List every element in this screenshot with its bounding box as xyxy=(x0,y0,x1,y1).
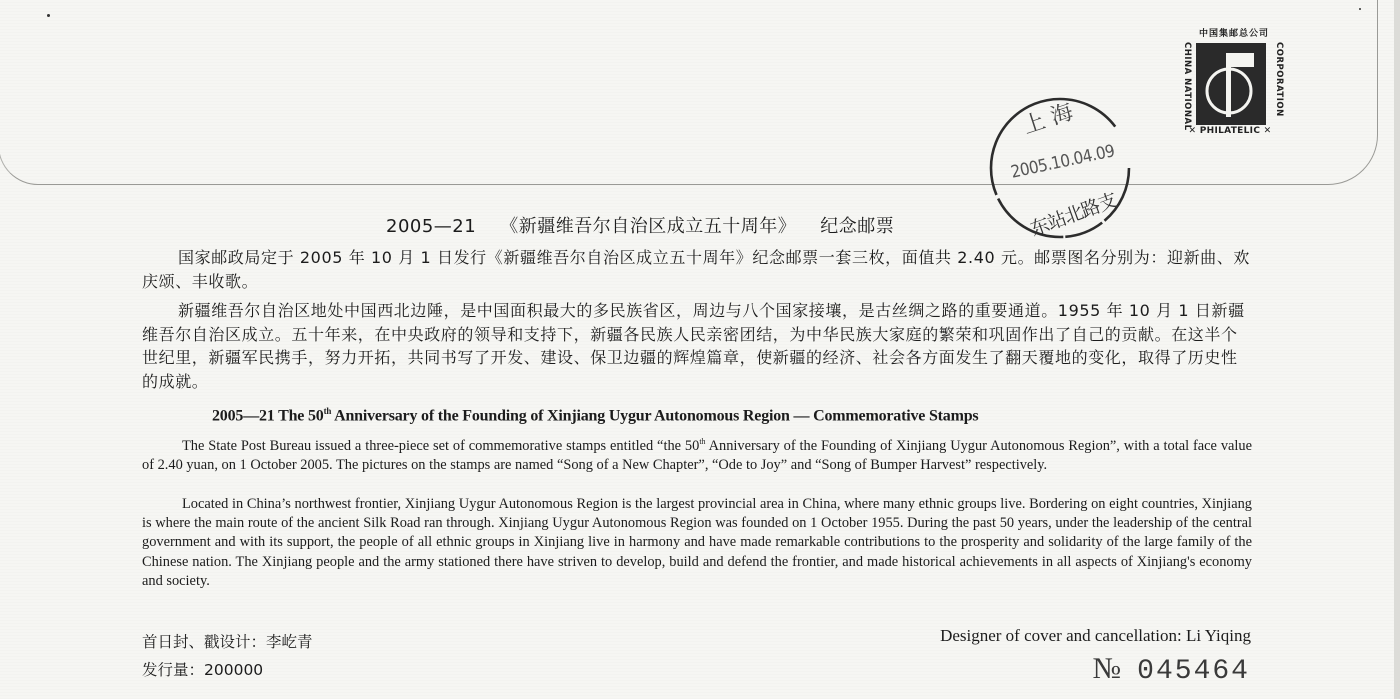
ink-speck xyxy=(1359,8,1361,10)
postmark-cancellation xyxy=(980,96,1140,246)
logo-emblem xyxy=(1196,43,1266,125)
english-paragraph-2 xyxy=(142,495,1252,591)
title-text: Anniversary of the Founding of Xinjiang Uygur Autonomous Region — Commemorative Stamps xyxy=(331,407,979,425)
numero-sign: № xyxy=(1092,652,1122,685)
ink-speck xyxy=(47,14,50,17)
logo-philatelic-label: PHILATELIC xyxy=(1199,126,1261,136)
logo-right-text: CORPORATION xyxy=(1274,42,1284,117)
paragraph-text: 新疆维吾尔自治区地处中国西北边陲，是中国面积最大的多民族省区，周边与八个国家接壤，是古丝绸之路的重要通道。1955 年 10 月 1 日新疆维吾尔自治区成立。五十年来，在中央政府的领导和支持下，新疆各民族人民亲密团结，为中华民族大家庭的繁荣和巩固作出了自己的贡献。在这半个世纪里，新疆军民携手，努力开拓，共同书写了开发、建设、保卫边疆的辉煌篇章，使新疆的经济、社会各方面发生了翻天覆地的变化，取得了历史性的成就。 xyxy=(142,301,1245,391)
chinese-credits xyxy=(142,628,313,684)
stamp-type: 纪念邮票 xyxy=(820,216,895,237)
envelope-edge xyxy=(1394,0,1400,699)
logo-bottom-text xyxy=(1178,126,1282,136)
postmark-date: 2005.10.04.09 xyxy=(1009,141,1117,183)
circulation-chinese: 发行量：200000 xyxy=(142,661,264,679)
serial-digits: 045464 xyxy=(1137,656,1250,687)
phi-emblem-icon xyxy=(1196,43,1266,125)
chinese-paragraph-2 xyxy=(142,299,1252,393)
logo-left-text: CHINA NATIONAL xyxy=(1182,42,1192,131)
chinese-paragraph-1 xyxy=(142,246,1252,293)
english-paragraph-1 xyxy=(142,432,1252,475)
english-title xyxy=(212,406,978,425)
paragraph-text: Located in China’s northwest frontier, Xinjiang Uygur Autonomous Region is the largest provincial area in China, where many ethnic groups live. Bordering on eight countries, Xinjiang is where the main route of the ancient Silk Road ran through. Xinjiang Uygur Autonomous Region was founded on 1 October 1955. During the past 50 years, under the leadership of the central government and with its support, the people of all ethnic groups in Xinjiang live in harmony and have made remarkable contributions to the prosperity and solidarity of the large family of the Chinese nation. The Xinjiang people and the army stationed there have striven to develop, build and defend the frontier, and made historical achievements in all aspects of Xinjiang's economy and society. xyxy=(142,496,1252,589)
issue-number: 2005—21 xyxy=(386,216,477,237)
chinese-title xyxy=(386,212,894,238)
postmark-city: 上 海 xyxy=(1020,99,1077,140)
ornament-icon: ✕ xyxy=(1188,126,1197,136)
designer-chinese: 首日封、戳设计：李屹青 xyxy=(142,633,313,651)
stamp-set-name: 《新疆维吾尔自治区成立五十周年》 xyxy=(500,216,797,237)
ornament-icon: ✕ xyxy=(1263,126,1272,136)
paragraph-text: Anniversary of the Founding of Xinjiang Uygur Autonomous Region”, with a total face value of 2.40 yuan, on 1 October 2005. The pictures on the stamps are named “Song of a New Chapter”, “Ode to Joy” and “Song of Bumper Harvest” respectively. xyxy=(142,437,1252,473)
envelope-flap xyxy=(0,0,1378,185)
ordinal-suffix: th xyxy=(323,406,332,416)
paragraph-text: 国家邮政局定于 2005 年 10 月 1 日发行《新疆维吾尔自治区成立五十周年》纪念邮票一套三枚，面值共 2.40 元。邮票图名分别为：迎新曲、欢庆颂、丰收歌。 xyxy=(142,248,1250,291)
title-text: 2005—21 The 50 xyxy=(212,407,324,425)
postmark-branch: 东站北路支 xyxy=(1027,189,1120,241)
serial-number xyxy=(1093,652,1250,687)
ordinal-suffix: th xyxy=(699,437,706,446)
china-philatelic-logo xyxy=(1178,26,1282,140)
logo-chinese-name: 中国集邮总公司 xyxy=(1198,29,1269,39)
paragraph-text: The State Post Bureau issued a three-piece set of commemorative stamps entitled “the 50 xyxy=(182,437,700,454)
designer-english: Designer of cover and cancellation: Li Yiqing xyxy=(940,626,1251,645)
